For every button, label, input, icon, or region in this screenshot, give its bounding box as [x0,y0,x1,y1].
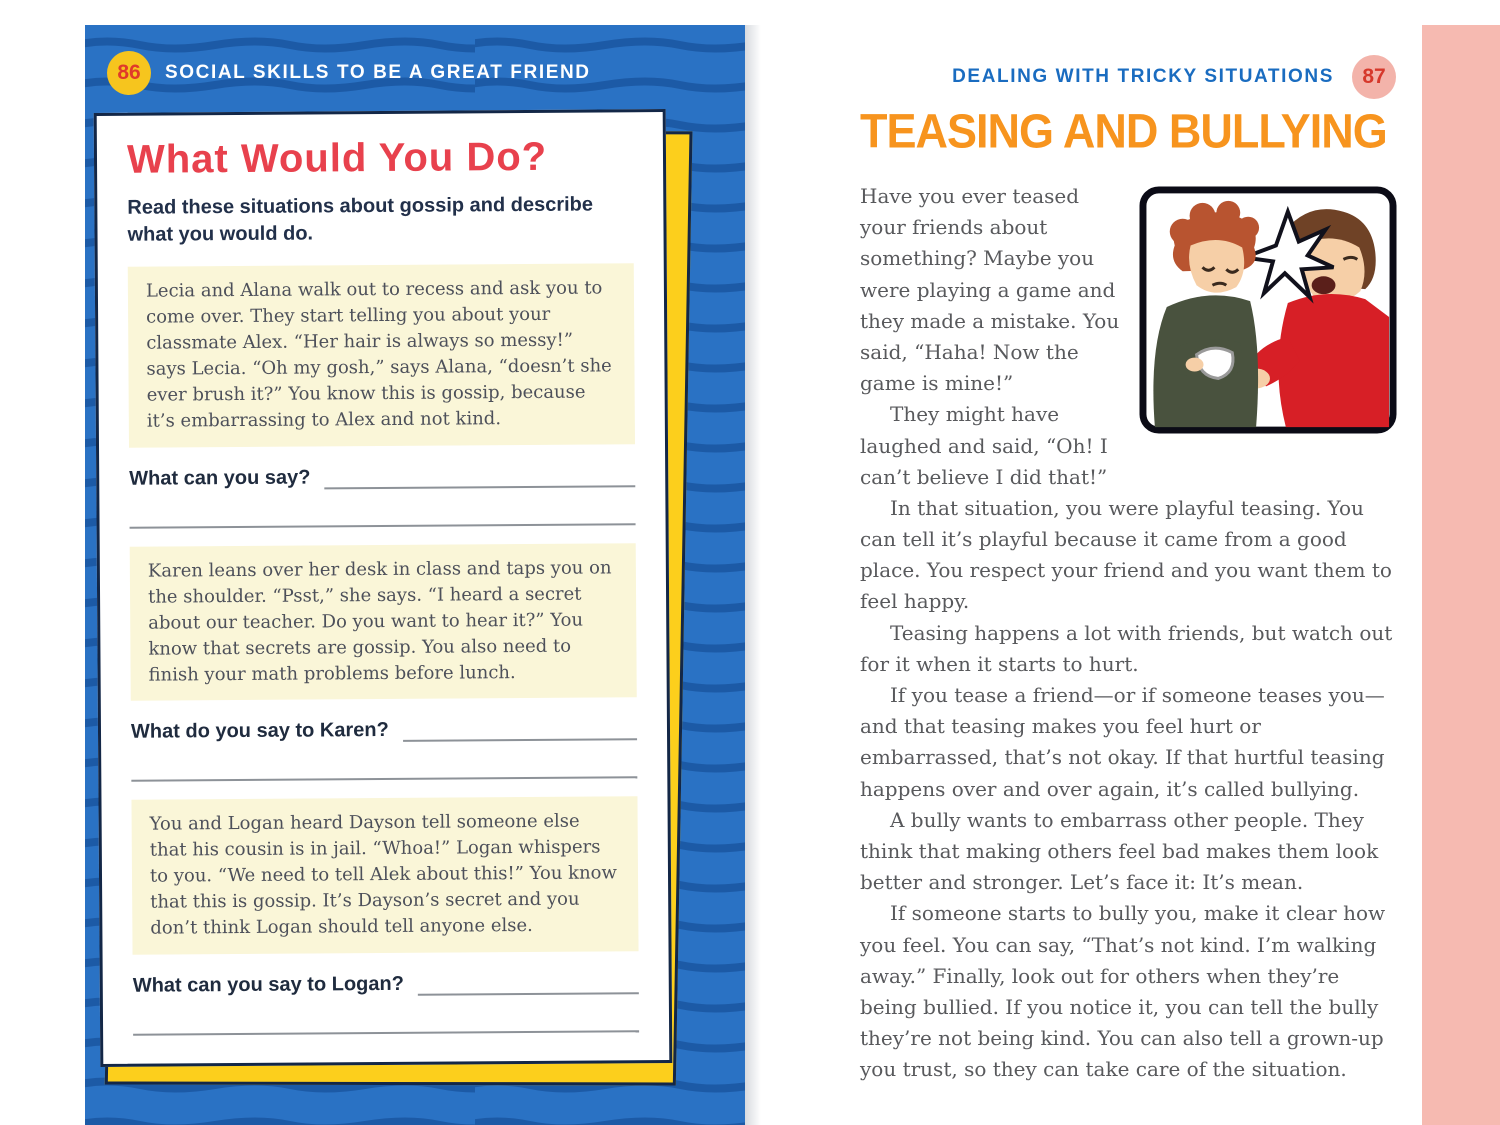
right-page-content [860,103,1397,1085]
teasing-illustration [1139,185,1397,435]
page-gutter-shadow [745,25,761,1125]
left-page-header [107,51,591,95]
question-label-2: What do you say to Karen? [130,718,389,743]
chapter-title: TEASING AND BULLYING [860,103,1387,159]
answer-line [133,994,639,1036]
question-row-1 [129,464,635,491]
answer-line [129,487,635,529]
worksheet-title: What Would You Do? [126,134,548,182]
body-paragraph: If someone starts to bully you, make it clear how you feel. You can say, “That’s not kind. I’m walking away.” Finally, look out for others when they’re being bullied. If you notice it, you can tell the bully they’re not being kind. You can also tell a grown-up you trust, so they can take care of the situation. [860,901,1386,1082]
right-running-header: DEALING WITH TRICKY SITUATIONS [952,66,1334,87]
worksheet-intro: Read these situations about gossip and describe what you would do. [127,193,594,246]
body-paragraph: Have you ever teased your friends about something? Maybe you were playing a game and they made a mistake. You said, “Haha! Now the game is mine!” [860,184,1120,396]
page-number-badge-left: 86 [107,51,151,95]
question-label-3: What can you say to Logan? [132,972,404,997]
right-page-header [952,55,1396,99]
answer-line [131,740,637,782]
left-running-header: SOCIAL SKILLS TO BE A GREAT FRIEND [165,62,591,83]
answer-line [403,720,637,742]
body-paragraph: They might have laughed and said, “Oh! I can’t believe I did that!” [860,402,1108,489]
two-boys-illustration [1139,185,1397,435]
right-page [745,25,1422,1125]
body-paragraph: A bully wants to embarrass other people. They think that making others feel bad makes them look better and stronger. Let’s face it: It’s mean. [860,807,1379,895]
question-row-2 [131,717,637,744]
body-paragraph: In that situation, you were playful teasing. You can tell it’s playful because it came from a good place. You respect your friend and you want them to feel happy. [860,495,1392,614]
body-text [860,181,1397,1085]
page-edge-strip [1422,25,1500,1125]
worksheet-card-front [94,109,673,1066]
scenario-box-2: Karen leans over her desk in class and taps you on the shoulder. “Psst,” she says. “I heard a secret about our teacher. Do you want to hear it?” You know that secrets are gossip. You also need to finish your math problems before lunch. [130,543,637,701]
scenario-box-1: Lecia and Alana walk out to recess and ask you to come over. They start telling you about your classmate Alex. “Her hair is always so messy!” says Lecia. “Oh my gosh,” says Alana, “doesn’t she ever brush it?” You know this is gossip, because it’s embarrassing to Alex and not kind. [128,263,635,447]
answer-line [418,974,639,996]
question-row-3 [133,971,639,998]
answer-line [324,467,635,489]
question-label-1: What can you say? [129,466,311,490]
scenario-box-3: You and Logan heard Dayson tell someone else that his cousin is in jail. “Whoa!” Logan whispers to you. “We need to tell Alek about this!” You know that this is gossip. It’s Dayson’s secret and you don’t think Logan should tell anyone else. [131,796,638,954]
page-number-badge-right: 87 [1352,55,1396,99]
worksheet-card [94,109,673,1066]
body-paragraph: If you tease a friend—or if someone teases you—and that teasing makes you feel hurt or embarrassed, that’s not okay. If that hurtful teasing happens over and over again, it’s called bullying. [860,683,1385,801]
left-page [85,25,745,1125]
body-paragraph: Teasing happens a lot with friends, but watch out for it when it starts to hurt. [860,620,1393,676]
